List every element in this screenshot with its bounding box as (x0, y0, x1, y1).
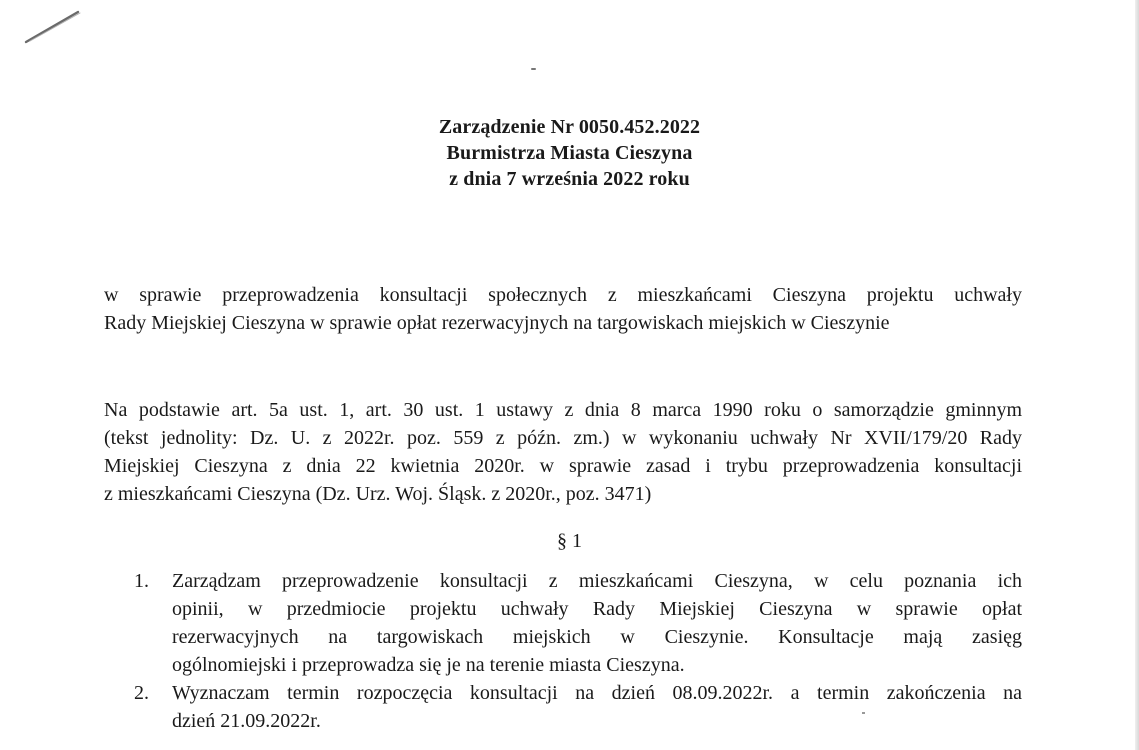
basis-line: Na podstawie art. 5a ust. 1, art. 30 ust. 1 ustawy z dnia 8 marca 1990 roku o samorządzie gminnym (104, 399, 1022, 421)
section-heading: § 1 (557, 530, 582, 552)
legal-basis (104, 396, 1022, 508)
item-line: opinii, w przedmiocie projektu uchwały Rady Miejskiej Cieszyna w sprawie opłat (172, 598, 1022, 620)
ordinance-number: Zarządzenie Nr 0050.452.2022 (438, 116, 701, 138)
item-line: ogólnomiejski i przeprowadza się je na terenie miasta Cieszyna. (172, 654, 685, 676)
subject-line: w sprawie przeprowadzenia konsultacji społecznych z mieszkańcami Cieszyna projektu uchwały (104, 284, 1022, 306)
basis-line: z mieszkańcami Cieszyna (Dz. Urz. Woj. Śląsk. z 2020r., poz. 3471) (104, 483, 652, 505)
list-item (134, 679, 1022, 735)
item-line: Wyznaczam termin rozpoczęcia konsultacji na dzień 08.09.2022r. a termin zakończenia na (172, 682, 1022, 704)
ordinance-date: z dnia 7 września 2022 roku (449, 168, 690, 190)
basis-line: Miejskiej Cieszyna z dnia 22 kwietnia 2020r. w sprawie zasad i trybu przeprowadzenia konsultacji (104, 455, 1022, 477)
provisions-list (134, 567, 1022, 735)
document-header (0, 114, 1139, 192)
pen-stroke-mark (22, 6, 92, 46)
subject-line: Rady Miejskiej Cieszyna w sprawie opłat rezerwacyjnych na targowiskach miejskich w Cieszynie (104, 312, 890, 334)
basis-line: (tekst jednolity: Dz. U. z 2022r. poz. 559 z późn. zm.) w wykonaniu uchwały Nr XVII/179/20 Rady (104, 427, 1022, 449)
list-item (134, 567, 1022, 679)
item-number: 2. (134, 682, 149, 704)
issuer: Burmistrza Miasta Cieszyna (446, 142, 693, 164)
item-line: rezerwacyjnych na targowiskach miejskich w Cieszynie. Konsultacje mają zasięg (172, 626, 1022, 648)
scan-speck (531, 68, 536, 70)
ordinance-subject (104, 281, 1022, 337)
scan-edge (1135, 0, 1139, 750)
item-line: Zarządzam przeprowadzenie konsultacji z mieszkańcami Cieszyna, w celu poznania ich (172, 570, 1022, 592)
item-number: 1. (134, 570, 149, 592)
item-line: dzień 21.09.2022r. (172, 710, 321, 732)
